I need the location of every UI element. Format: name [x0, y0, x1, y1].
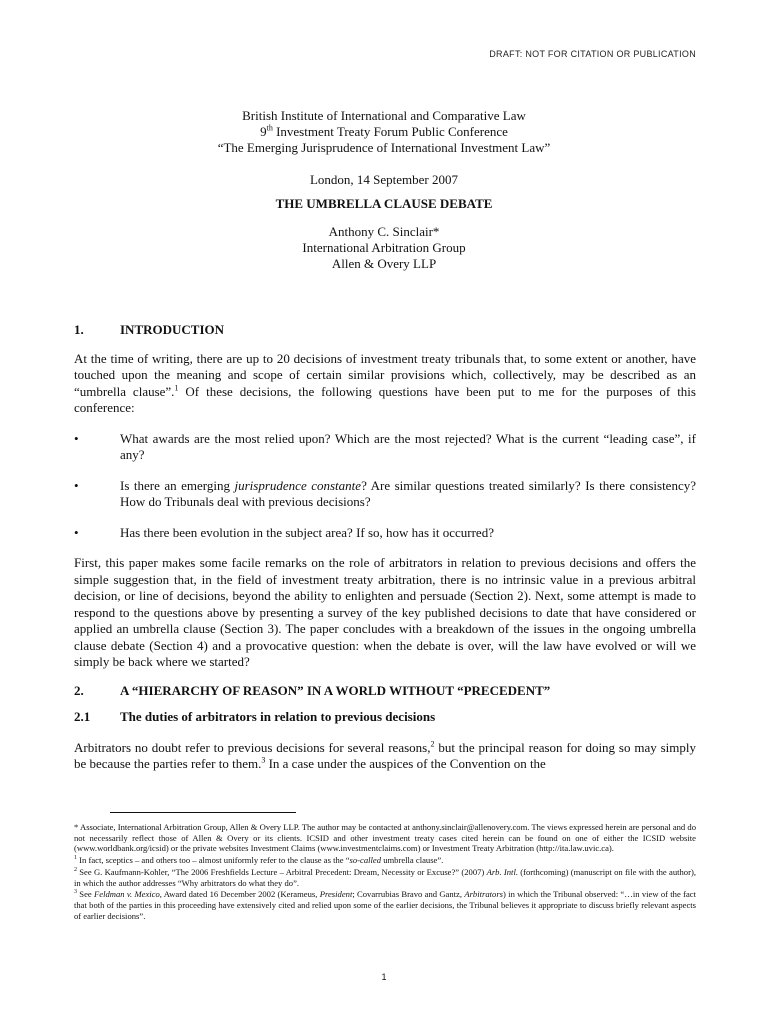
footnote-3: $^3$ See Feldman v. Mexico, Award dated 16 December 2002 (Kerameus, President; Covarrubias Bravo and Gantz, Arbitrators) in which the Tribunal observed: “…in view of the fact that both of the parties in this proceeding have extensively cited and relied upon some of the earlier decisions, the Tribunal believes it appropriate to discuss briefly relevant aspects of earlier decisions”. [74, 889, 696, 921]
page-number: 1 [381, 972, 387, 982]
arbitrators-paragraph: Arbitrators no doubt refer to previous decisions for several reasons,$^2$ but the principal reason for doing so may simply be because the parties refer to them.$^3$ In a case under the auspices of the Convention on the [74, 739, 696, 771]
footnote-ref[interactable]: 3 [261, 755, 266, 765]
forum-line [72, 124, 696, 140]
author-firm: Allen & Overy LLP [331, 256, 437, 271]
footnote-2: $^2$ See G. Kaufmann-Kohler, “The 2006 Freshfields Lecture – Arbitral Precedent: Dream, Necessity or Excuse?” (2007) Arb. Intl. (forthcoming) (manuscript on file with the author), in which the author addresses “Why arbitrators do what they do”. [74, 866, 696, 888]
overview-paragraph: First, this paper makes some facile remarks on the role of arbitrators in relation to previous decisions and offers the simple suggestion that, in the field of investment treaty arbitration, there is no intrinsic value in a previous arbitral decision, or line of decisions, beyond the ability to enlighten and persuade (Section 2). Next, some attempt is made to respond to the questions above by presenting a survey of the key published decisions to date that have considered or applied an umbrella clause (Section 3). The paper concludes with a breakdown of the issues in the ongoing umbrella clause debate (Section 4) and a provocative question: when the debate is over, will the law have evolved or will we simply be back where we started? [74, 555, 696, 669]
subsection-number: 2.1 [74, 709, 91, 724]
list-item: • Has there been evolution in the subject area? If so, how has it occurred? [74, 524, 494, 540]
bullet-icon: • [74, 524, 79, 540]
subsection-title: The duties of arbitrators in relation to previous decisions [120, 709, 436, 724]
section-number: 1. [74, 322, 84, 337]
subsection-2-1-heading [74, 709, 696, 726]
forum-number: 9 [260, 124, 267, 139]
institute-line: British Institute of International and Comparative Law [242, 108, 526, 123]
section-1-heading [74, 322, 696, 339]
place-date: London, 14 September 2007 [309, 172, 459, 187]
footnote-ref[interactable]: 1 [174, 383, 179, 393]
section-title: INTRODUCTION [120, 322, 225, 337]
forum-ordinal: th [266, 123, 273, 133]
footnote-ref[interactable]: 2 [430, 739, 435, 749]
list-item: • Is there an emerging jurisprudence constante? Are similar questions treated similarly? Is there consistency? How do Tribunals deal with previous decisions? [74, 477, 696, 509]
section-number: 2. [74, 682, 84, 698]
section-title: A “HIERARCHY OF REASON” IN A WORLD WITHOUT “PRECEDENT” [120, 682, 551, 698]
paper-header [72, 108, 696, 272]
section-2-heading [74, 683, 696, 700]
bullet-icon: • [74, 430, 79, 446]
footnotes [74, 822, 696, 922]
intro-paragraph: At the time of writing, there are up to 20 decisions of investment treaty tribunals that, to some extent or another, have touched upon the meaning and scope of certain similar provisions which, collectively, may be described as an “umbrella clause”.$^1$ Of these decisions, the following questions have been put to me for the purposes of this conference: [74, 350, 696, 415]
body-text [74, 322, 696, 773]
paper-title: THE UMBRELLA CLAUSE DEBATE [275, 196, 493, 211]
footnote-1: $^1$ In fact, sceptics – and others too – almost uniformly refer to the clause as the “so-called umbrella clause”. [74, 855, 444, 866]
draft-notice: DRAFT: NOT FOR CITATION OR PUBLICATION [489, 49, 696, 59]
author-name: Anthony C. Sinclair* [328, 224, 440, 239]
footnote-divider [110, 812, 296, 813]
author-group: International Arbitration Group [302, 240, 466, 255]
list-item: • What awards are the most relied upon? Which are the most rejected? What is the current “leading case”, if any? [74, 430, 696, 462]
footnote-author: * Associate, International Arbitration Group, Allen & Overy LLP. The author may be contacted at anthony.sinclair@allenovery.com. The views expressed herein are personal and do not necessarily reflect those of Allen & Overy or its clients. ICSID and other investment treaty cases cited herein can be found on one of either the ICSID website (www.worldbank.org/icsid) or the private websites Investment Claims (www.investmentclaims.com) or Investment Treaty Arbitration (http://ita.law.uvic.ca). [74, 822, 696, 854]
forum-text: Investment Treaty Forum Public Conference [272, 124, 508, 139]
conference-title: “The Emerging Jurisprudence of International Investment Law” [217, 140, 551, 155]
bullet-icon: • [74, 477, 79, 493]
